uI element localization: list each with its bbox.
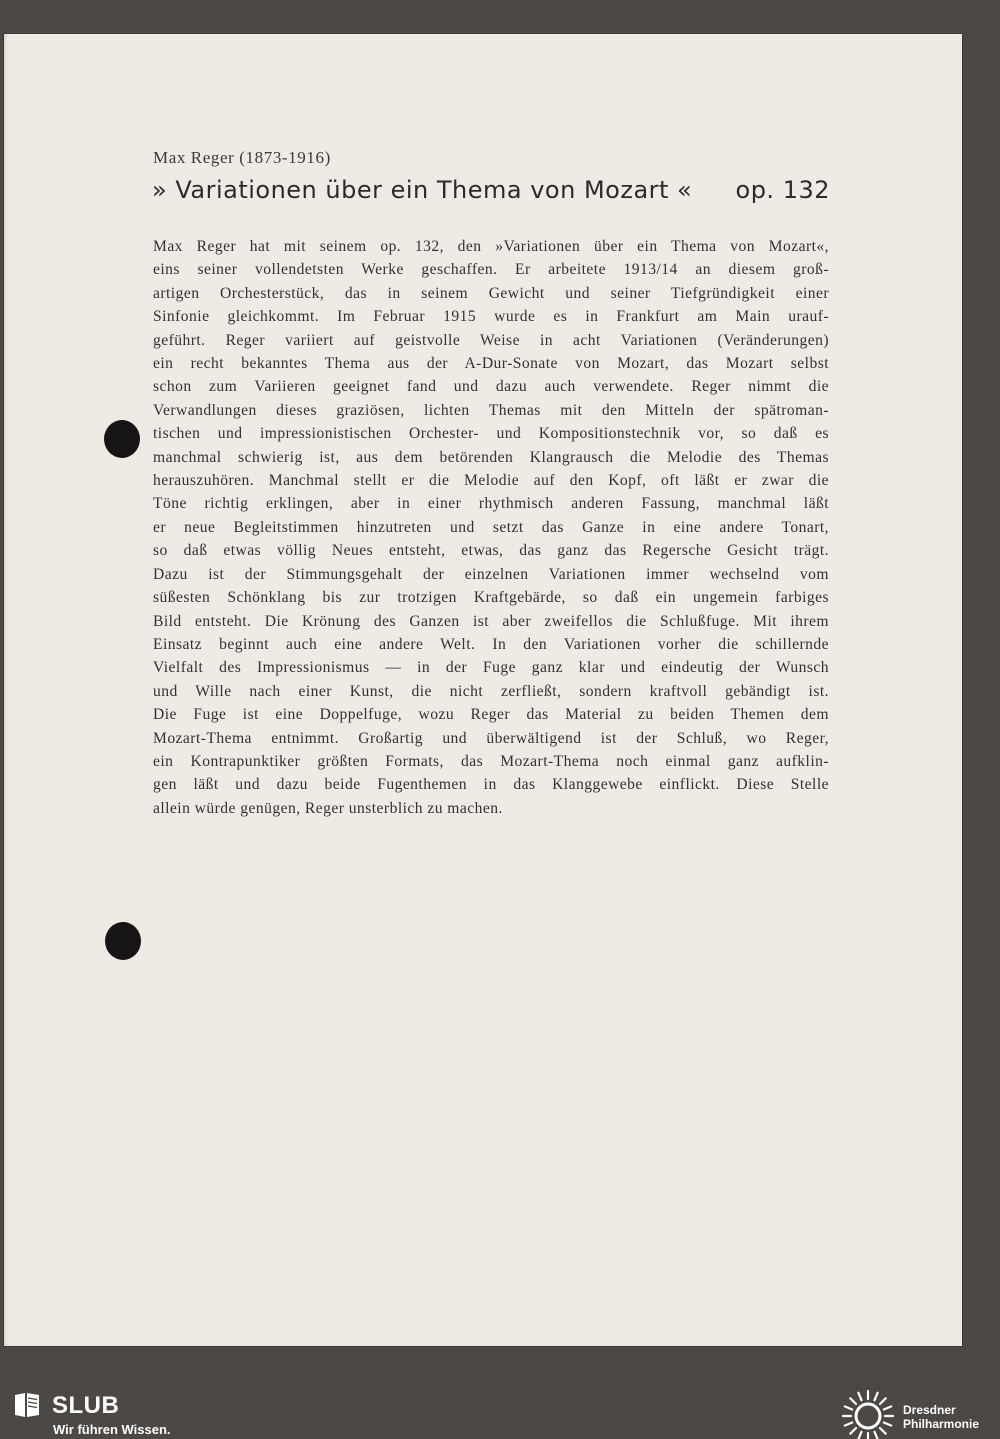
text-line: er neue Begleitstimmen hinzutreten und setzt das Ganze in eine andere Tonart, bbox=[153, 518, 829, 536]
library-tagline: Wir führen Wissen. bbox=[53, 1422, 171, 1437]
scanned-page bbox=[4, 34, 962, 1346]
punch-hole bbox=[105, 922, 141, 960]
opus-number: op. 132 bbox=[735, 176, 830, 204]
partner-name-line2: Philharmonie bbox=[903, 1417, 980, 1431]
text-line: geführt. Reger variiert auf geistvolle Weise in acht Variationen (Veränderungen) bbox=[153, 331, 829, 349]
text-line: Vielfalt des Impressionismus — in der Fuge ganz klar und eindeutig der Wunsch bbox=[153, 659, 829, 677]
body-paragraph bbox=[153, 235, 829, 820]
page-edge-shadow bbox=[4, 34, 8, 1346]
work-title-text: » Variationen über ein Thema von Mozart « bbox=[152, 176, 693, 204]
partner-name-line1: Dresdner bbox=[903, 1403, 956, 1417]
text-line: Mozart-Thema entnimmt. Großartig und überwältigend ist der Schluß, wo Reger, bbox=[153, 729, 829, 747]
text-line: Einsatz beginnt auch eine andere Welt. In den Variationen vorher die schillernde bbox=[153, 635, 829, 653]
text-line: Die Fuge ist eine Doppelfuge, wozu Reger das Material zu beiden Themen dem bbox=[153, 706, 829, 724]
text-line: schon zum Variieren geeignet fand und dazu auch verwendete. Reger nimmt die bbox=[153, 378, 829, 396]
text-line: gen läßt und dazu beide Fugenthemen in das Klanggewebe einflickt. Diese Stelle bbox=[153, 776, 829, 794]
text-line: Max Reger hat mit seinem op. 132, den »Variationen über ein Thema von Mozart«, bbox=[153, 238, 829, 255]
text-line: Dazu ist der Stimmungsgehalt der einzelnen Variationen immer wechselnd vom bbox=[153, 565, 829, 583]
text-line: herauszuhören. Manchmal stellt er die Melodie auf den Kopf, oft läßt er zwar die bbox=[153, 472, 829, 490]
text-line: ein recht bekanntes Thema aus der A-Dur-Sonate von Mozart, das Mozart selbst bbox=[153, 355, 829, 373]
text-line: Bild entsteht. Die Krönung des Ganzen ist aber zweifellos die Schlußfuge. Mit ihrem bbox=[153, 612, 829, 630]
text-line: und Wille nach einer Kunst, die nicht zerfließt, sondern kraftvoll gebändigt ist. bbox=[153, 682, 829, 700]
text-line: tischen und impressionistischen Orchester- und Kompositionstechnik vor, so daß es bbox=[153, 425, 829, 443]
composer-heading: Max Reger (1873-1916) bbox=[153, 148, 331, 167]
text-line: süßesten Schönklang bis zur trotzigen Kraftgebärde, so daß ein ungemein farbiges bbox=[153, 589, 829, 607]
text-line: eins seiner vollendetsten Werke geschaffen. Er arbeitete 1913/14 an diesem groß- bbox=[153, 261, 829, 279]
text-line: Sinfonie gleichkommt. Im Februar 1915 wurde es in Frankfurt am Main urauf- bbox=[153, 308, 829, 326]
text-line: Verwandlungen dieses graziösen, lichten Themas mit den Mitteln der spätroman- bbox=[153, 401, 829, 419]
library-name[interactable]: SLUB bbox=[52, 1392, 120, 1419]
text-line: allein würde genügen, Reger unsterblich zu machen. bbox=[153, 799, 503, 817]
philharmonie-sunburst-icon[interactable] bbox=[840, 1388, 896, 1439]
footer-bar bbox=[0, 1386, 1000, 1439]
text-line: ein Kontrapunktiker größten Formats, das Mozart-Thema noch einmal ganz aufklin- bbox=[153, 752, 829, 770]
text-line: so daß etwas völlig Neues entsteht, etwas, das ganz das Regersche Gesicht trägt. bbox=[153, 542, 829, 560]
punch-hole bbox=[104, 420, 140, 458]
text-line: artigen Orchesterstück, das in seinem Gewicht und seiner Tiefgründigkeit einer bbox=[153, 284, 829, 302]
partner-name[interactable] bbox=[903, 1403, 979, 1431]
text-line: Töne richtig erklingen, aber in einer rhythmisch anderen Fassung, manchmal läßt bbox=[153, 495, 829, 513]
work-title bbox=[152, 176, 830, 204]
slub-book-icon[interactable] bbox=[12, 1390, 42, 1420]
text-line: manchmal schwierig ist, aus dem betörenden Klangrausch die Melodie des Themas bbox=[153, 448, 829, 466]
